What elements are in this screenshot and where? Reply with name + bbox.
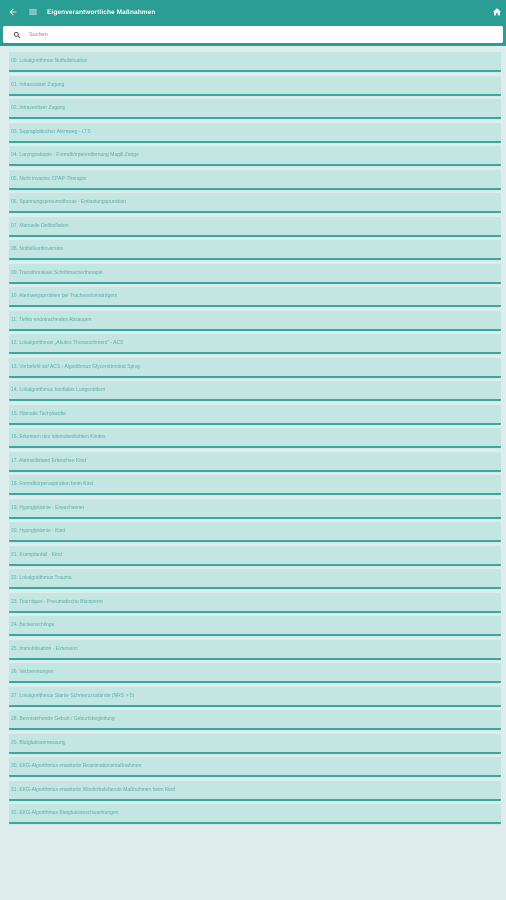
app-bar (0, 0, 506, 24)
list-item[interactable] (9, 640, 501, 660)
search-box[interactable] (3, 26, 503, 43)
list-item-label: 12. Lokalgorithmus „Akutes Thoraxschmerz“ - ACS (11, 340, 124, 346)
list-item[interactable] (9, 522, 501, 542)
search-input[interactable] (29, 29, 469, 41)
list-item[interactable] (9, 146, 501, 166)
list-item-label: 15. Hämatie Tachykardie (11, 410, 66, 417)
list-item[interactable] (9, 217, 501, 237)
list-item[interactable] (9, 99, 501, 119)
list-item[interactable] (9, 710, 501, 730)
list-item[interactable] (9, 76, 501, 96)
search-icon (12, 30, 22, 40)
list-item[interactable] (9, 452, 501, 472)
list-item[interactable] (9, 616, 501, 636)
list-item-label: 05. Nicht invasive CPAP-Therapie (11, 175, 87, 182)
list-item-label: 03. Supraglottischer Atemweg - LTS (11, 128, 91, 135)
list-item-label: 08. Notfallkardioversion (11, 246, 64, 252)
list-item[interactable] (9, 287, 501, 307)
list-item[interactable] (9, 569, 501, 589)
list-item[interactable] (9, 687, 501, 707)
list-item[interactable] (9, 311, 501, 331)
list-item-label: 28. Bevorstehende Geburt / Geburtsbegleitung (11, 716, 115, 722)
list-item[interactable] (9, 381, 501, 401)
list-item-label: 31. EKG-Algorithmus erweiterte Wiederbelebende Maßnahmen beim Kind (11, 786, 175, 793)
list-item-label: 20. Hypoglykämie - Kind (11, 528, 66, 534)
list-item-label: 23. Tourniquet - Pneumatische Blutsperre (11, 598, 103, 605)
search-bar (0, 24, 506, 46)
list-item-label: 06. Spannungspneumothorax - Entlastungspunktion (11, 199, 127, 205)
list-item-label: 17. Atemstillstand Erbrochen Kind (11, 457, 87, 464)
list-item-label: 21. Krampfanfall - Kind (11, 551, 62, 558)
list-item-label: 00. Lokalgorithmus Notfallsituation (11, 58, 88, 64)
list-item[interactable] (9, 170, 501, 190)
page-title: Eigenverantwortliche Maßnahmen (47, 8, 156, 16)
list-item-label: 14. Lokalgorithmus kardiales Lungenödem (11, 387, 106, 393)
list-item-label: 30. EKG-Algorithmus erweiterte Reanimationsmaßnahmen (11, 763, 142, 769)
list-item-label: 18. Fremdkörperaspiration beim Kind (11, 481, 94, 487)
list-menu-icon[interactable] (27, 5, 39, 19)
list-item-label: 11. Tiefes endotracheales Absaugen (11, 316, 92, 323)
list-item[interactable] (9, 240, 501, 260)
list-item-label: 10. Atemwegsproblem bei Tracheostomaträgern (11, 293, 118, 299)
list-item-label: 02. Intravenöser Zugang (11, 105, 66, 111)
list-item-label: 09. Transthorakale Schrittmachertherapie (11, 269, 103, 276)
list-item[interactable] (9, 264, 501, 284)
list-item[interactable] (9, 734, 501, 754)
list-item-label: 07. Manuelle Defibrillation (11, 222, 69, 229)
list-item[interactable] (9, 123, 501, 143)
measures-list (9, 52, 501, 828)
list-item-label: 01. Intraossärer Zugang (11, 81, 65, 88)
list-item[interactable] (9, 499, 501, 519)
list-item[interactable] (9, 475, 501, 495)
list-item-label: 25. Immobilisation - Extension (11, 645, 78, 652)
list-item-label: 27. Lokalgorithmus Starke Schmerzzustände (NRS > 5) (11, 692, 135, 699)
list-item[interactable] (9, 358, 501, 378)
list-item-label: 04. Laryngoskopie - Fremdkörperentfernung Magill Zange (11, 152, 139, 158)
list-item[interactable] (9, 663, 501, 683)
arrow-left-icon[interactable] (6, 5, 20, 19)
list-item[interactable] (9, 52, 501, 72)
list-item[interactable] (9, 546, 501, 566)
list-item[interactable] (9, 428, 501, 448)
list-item-label: 13. Vorbefehl auf ACS - Algorithmus Glyceroltrinitrat Spray (11, 363, 141, 370)
home-icon[interactable] (490, 5, 504, 19)
list-item[interactable] (9, 804, 501, 824)
list-item[interactable] (9, 405, 501, 425)
list-item-label: 32. EKG-Algorithmus Blutglukoseschwankungen (11, 810, 119, 816)
list-item-label: 29. Blutglukosemessung (11, 739, 66, 746)
list-item[interactable] (9, 193, 501, 213)
list-item-label: 22. Lokalgorithmus Trauma (11, 575, 72, 581)
list-item-label: 24. Beckenschlinge (11, 622, 55, 628)
list-item[interactable] (9, 593, 501, 613)
list-item-label: 19. Hypoglykämie - Erwachsener (11, 504, 85, 511)
list-item[interactable] (9, 757, 501, 777)
list-item[interactable] (9, 334, 501, 354)
list-item-label: 16. Erkennen des lebensbedrohten Kindes (11, 434, 106, 440)
list-item-label: 26. Verbrennungen (11, 669, 54, 675)
list-item[interactable] (9, 781, 501, 801)
